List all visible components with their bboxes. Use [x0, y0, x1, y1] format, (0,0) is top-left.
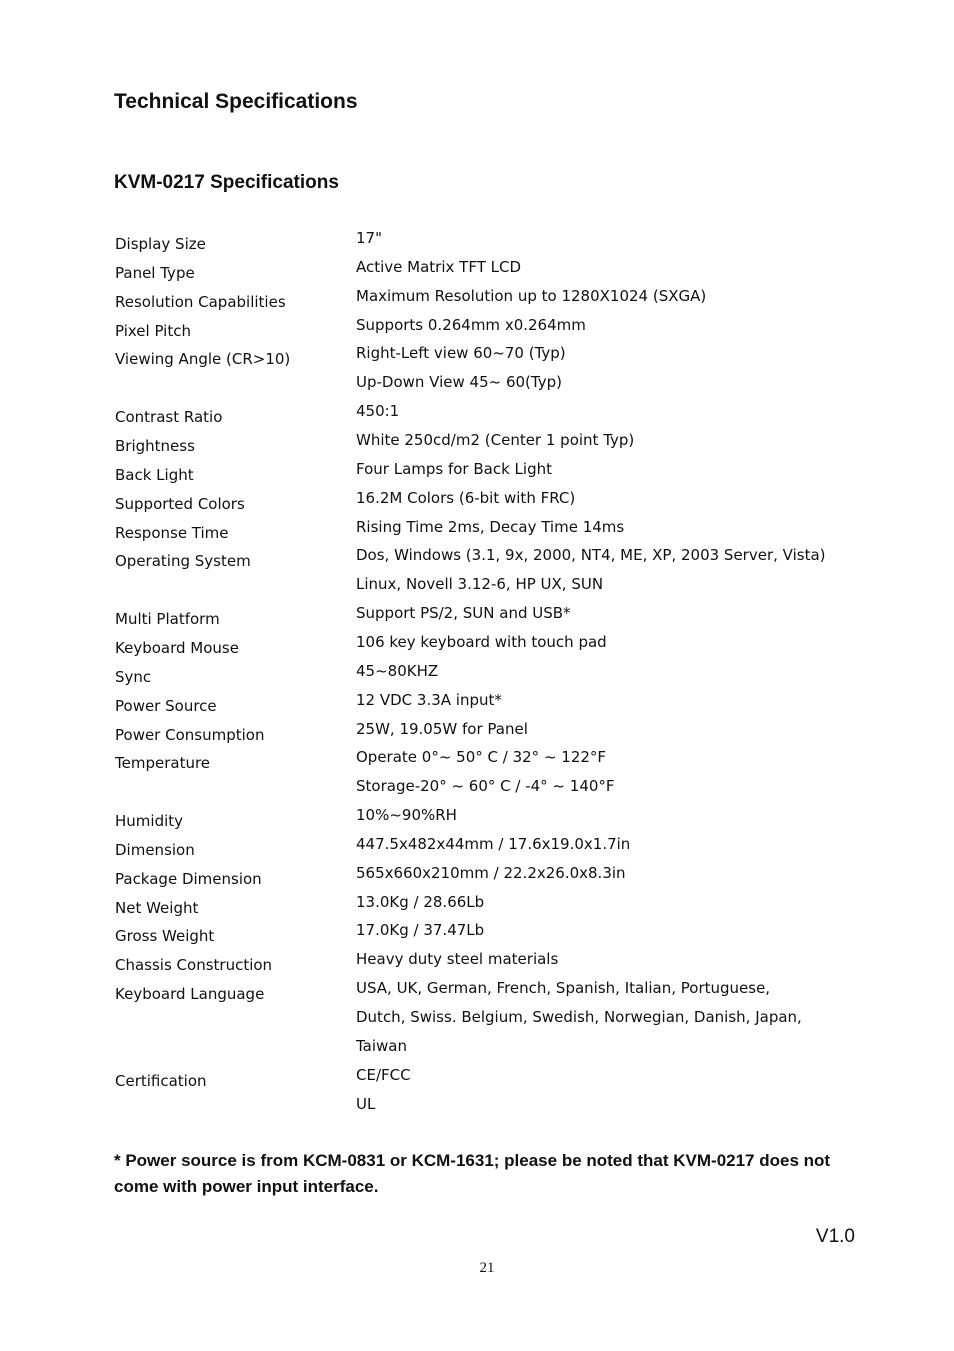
spec-label: Dimension — [115, 840, 195, 859]
spec-row — [0, 662, 954, 691]
spec-row — [0, 1008, 954, 1037]
spec-label: Pixel Pitch — [115, 321, 191, 340]
spec-row — [0, 344, 954, 373]
spec-value: Operate 0°~ 50° C / 32° ~ 122°F — [356, 748, 607, 767]
spec-label: Power Source — [115, 696, 217, 715]
spec-row — [0, 604, 954, 633]
spec-value: Active Matrix TFT LCD — [356, 257, 521, 276]
spec-value: 13.0Kg / 28.66Lb — [356, 892, 485, 911]
spec-row — [0, 1066, 954, 1095]
spec-label: Net Weight — [115, 898, 199, 917]
spec-row — [0, 979, 954, 1008]
spec-row — [0, 1095, 954, 1124]
spec-row — [0, 229, 954, 258]
footnote: * Power source is from KCM-0831 or KCM-1631; please be noted that KVM-0217 does not come with power input interface. — [114, 1151, 831, 1196]
spec-value: CE/FCC — [356, 1065, 411, 1084]
spec-value: Taiwan — [356, 1036, 408, 1055]
spec-value: 447.5x482x44mm / 17.6x19.0x1.7in — [356, 834, 631, 853]
spec-label: Chassis Construction — [115, 956, 273, 975]
spec-label: Contrast Ratio — [115, 408, 223, 427]
spec-value: USA, UK, German, French, Spanish, Italian, Portuguese, — [356, 979, 771, 998]
spec-row — [0, 460, 954, 489]
page-title: Technical Specifications — [114, 90, 358, 113]
spec-row — [0, 633, 954, 662]
spec-value: Four Lamps for Back Light — [356, 459, 552, 478]
spec-value: 17.0Kg / 37.47Lb — [356, 921, 485, 940]
spec-row — [0, 893, 954, 922]
spec-value: 12 VDC 3.3A input* — [356, 690, 502, 709]
spec-value: Support PS/2, SUN and USB* — [356, 604, 571, 622]
spec-value: Right-Left view 60~70 (Typ) — [356, 344, 566, 363]
spec-label: Humidity — [115, 812, 184, 830]
spec-row — [0, 373, 954, 402]
spec-row — [0, 720, 954, 749]
spec-value: UL — [356, 1094, 376, 1113]
version-label: V1.0 — [815, 1226, 855, 1247]
spec-row — [0, 748, 954, 777]
spec-value: Dutch, Swiss. Belgium, Swedish, Norwegian, Danish, Japan, — [356, 1008, 802, 1026]
spec-value: 16.2M Colors (6-bit with FRC) — [356, 488, 576, 507]
spec-label: Supported Colors — [115, 494, 245, 513]
spec-label: Keyboard Language — [115, 985, 265, 1004]
spec-row — [0, 258, 954, 287]
spec-value: Rising Time 2ms, Decay Time 14ms — [356, 517, 625, 536]
spec-value: 565x660x210mm / 22.2x26.0x8.3in — [356, 863, 626, 882]
spec-value: Dos, Windows (3.1, 9x, 2000, NT4, ME, XP, 2003 Server, Vista) — [356, 546, 826, 565]
spec-label: Viewing Angle (CR>10) — [115, 350, 291, 369]
spec-value: Heavy duty steel materials — [356, 950, 559, 969]
page-number: 21 — [479, 1260, 495, 1276]
spec-row — [0, 431, 954, 460]
spec-row — [0, 835, 954, 864]
spec-value: 25W, 19.05W for Panel — [356, 719, 528, 738]
spec-label: Response Time — [115, 523, 229, 542]
section-title: KVM-0217 Specifications — [114, 172, 339, 193]
spec-label: Keyboard Mouse — [115, 638, 239, 657]
spec-label: Operating System — [115, 552, 251, 571]
spec-label: Panel Type — [115, 263, 195, 282]
spec-label: Brightness — [115, 437, 195, 455]
spec-label: Temperature — [115, 754, 211, 773]
spec-row — [0, 921, 954, 950]
spec-value: 106 key keyboard with touch pad — [356, 632, 607, 651]
spec-label: Certification — [115, 1071, 207, 1090]
spec-row — [0, 777, 954, 806]
spec-label: Display Size — [115, 235, 206, 253]
spec-label: Sync — [115, 667, 152, 686]
spec-value: Linux, Novell 3.12-6, HP UX, SUN — [356, 575, 604, 594]
spec-value: 450:1 — [356, 402, 400, 421]
spec-row — [0, 287, 954, 316]
spec-value: White 250cd/m2 (Center 1 point Typ) — [356, 431, 635, 449]
spec-value: Supports 0.264mm x0.264mm — [356, 315, 586, 334]
spec-value: 10%~90%RH — [356, 806, 457, 824]
spec-label: Multi Platform — [115, 610, 220, 628]
spec-value: Storage-20° ~ 60° C / -4° ~ 140°F — [356, 777, 615, 796]
spec-row — [0, 864, 954, 893]
spec-row — [0, 489, 954, 518]
spec-row — [0, 316, 954, 345]
spec-value: 45~80KHZ — [356, 661, 439, 680]
spec-label: Back Light — [115, 465, 194, 484]
spec-row — [0, 575, 954, 604]
spec-row — [0, 546, 954, 575]
spec-label: Power Consumption — [115, 725, 265, 744]
spec-value: 17" — [356, 229, 382, 247]
spec-label: Gross Weight — [115, 927, 215, 946]
spec-row — [0, 806, 954, 835]
spec-label: Package Dimension — [115, 869, 262, 888]
spec-row — [0, 950, 954, 979]
spec-row — [0, 1037, 954, 1066]
spec-value: Up-Down View 45~ 60(Typ) — [356, 373, 562, 392]
spec-row — [0, 691, 954, 720]
spec-value: Maximum Resolution up to 1280X1024 (SXGA) — [356, 286, 707, 305]
spec-row — [0, 518, 954, 547]
spec-label: Resolution Capabilities — [115, 292, 286, 311]
spec-row — [0, 402, 954, 431]
